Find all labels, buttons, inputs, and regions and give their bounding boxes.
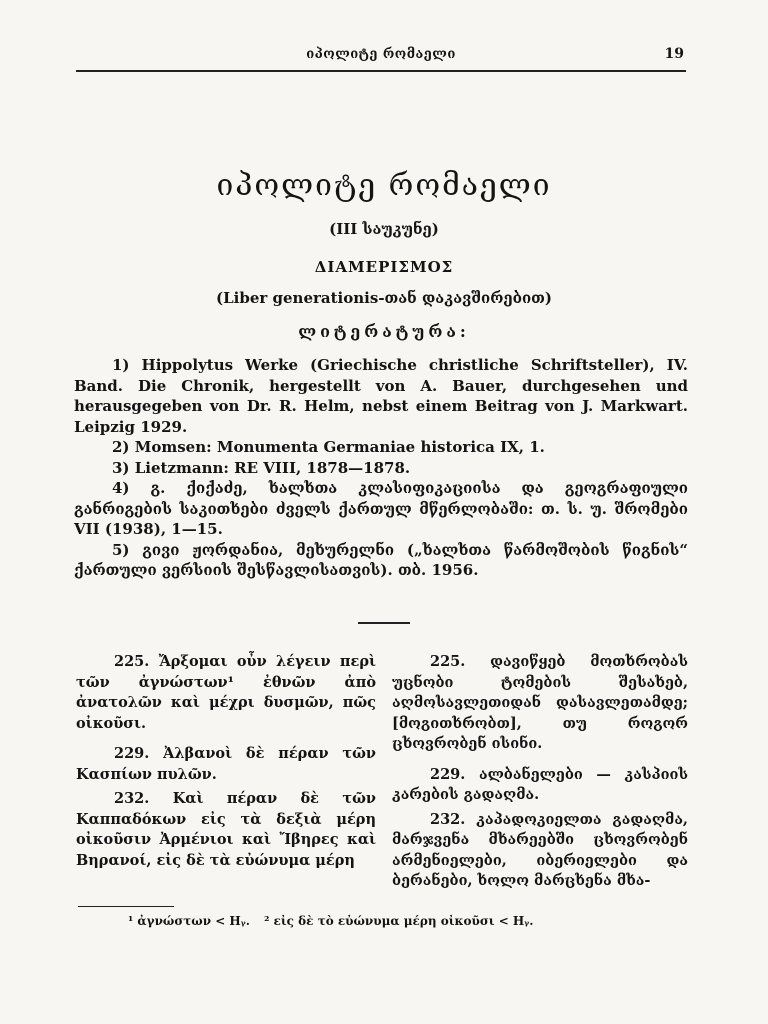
footnote-rule xyxy=(78,906,174,907)
page-title: იპოლიტე რომაელი xyxy=(216,168,552,203)
georgian-paragraph: 225. დავიწყებ მოთხრობას უცნობი ტომების შესახებ, აღმოსავლეთიდან დასავლეთამდე; [მოგითხრობთ], თუ როგორ ცხოვრობენ ისინი. xyxy=(392,653,688,752)
georgian-text-column xyxy=(392,652,688,902)
reference-item: 2) Momsen: Monumenta Germaniae historica IX, 1. xyxy=(112,438,545,456)
greek-paragraph: 229. Ἀλβανοὶ δὲ πέραν τῶν Κασπίων πυλῶν. xyxy=(76,745,376,783)
greek-title: ΔΙΑΜΕΡΙΣΜΟΣ xyxy=(314,258,454,276)
greek-paragraph: 232. Καὶ πέραν δὲ τῶν Καππαδόκων εἰς τὰ δεξιὰ μέρη οἰκοῦσιν Ἀρμένιοι καὶ Ἴβηρες καὶ Βηρανοί, εἰς δὲ τὰ εὐώνυμα μέρη xyxy=(76,790,376,869)
georgian-paragraph: 229. ალბანელები — კასპიის კარების გადაღმა. xyxy=(392,765,688,803)
running-title: იპოლიტე რომაელი xyxy=(306,47,456,62)
section-divider xyxy=(358,622,410,624)
literature-heading: ლიტერატურა: xyxy=(298,322,470,341)
greek-paragraph: 225. Ἄρξομαι οὖν λέγειν περὶ τῶν ἀγνώστων¹ ἐθνῶν ἀπὸ ἀνατολῶν καὶ μέχρι δυσμῶν, πῶς οἰκοῦσι. xyxy=(76,653,376,732)
page-header xyxy=(76,44,686,72)
footnote-item: ¹ ἀγνώστων < Hᵧ. xyxy=(128,914,250,928)
reference-list xyxy=(74,355,688,581)
reference-item: 1) Hippolytus Werke (Griechische christliche Schriftsteller), IV. Band. Die Chronik, hergestellt von A. Bauer, durchgesehen und herausgegeben von Dr. R. Helm, nebst einem Beitrag von J. Markwart. Leipzig 1929. xyxy=(74,356,688,436)
greek-text-column xyxy=(76,652,376,881)
reference-item: 5) გივი ჟორდანია, მეხურელნი („ხალხთა წარმოშობის წიგნის“ ქართული ვერსიის შესწავლისათვის). თბ. 1956. xyxy=(74,540,688,579)
georgian-paragraph: 232. კაპადოკიელთა გადაღმა, მარჯვენა მხარეებში ცხოვრობენ არმენიელები, იბერიელები და ბერანები, ხოლო მარცხენა მხა- xyxy=(392,810,688,889)
footnote-item: ² εἰς δὲ τὸ εὐώνυμα μέρη οἰκοῦσι < Hᵧ. xyxy=(264,914,534,928)
subtitle: (Liber generationis-თან დაკავშირებით) xyxy=(216,289,552,307)
page-number: 19 xyxy=(664,46,684,62)
century-label: (III საუკუნე) xyxy=(329,220,439,238)
footnotes xyxy=(128,914,708,928)
reference-item: 3) Lietzmann: RE VIII, 1878—1878. xyxy=(112,458,411,477)
reference-item: 4) გ. ქიქაძე, ხალხთა კლასიფიკაციისა და გეოგრაფიული განრიგების საკითხები ძველს ქართულ მწერლობაში: თ. ს. უ. შრომები VII (1938), 1—15. xyxy=(74,479,688,538)
